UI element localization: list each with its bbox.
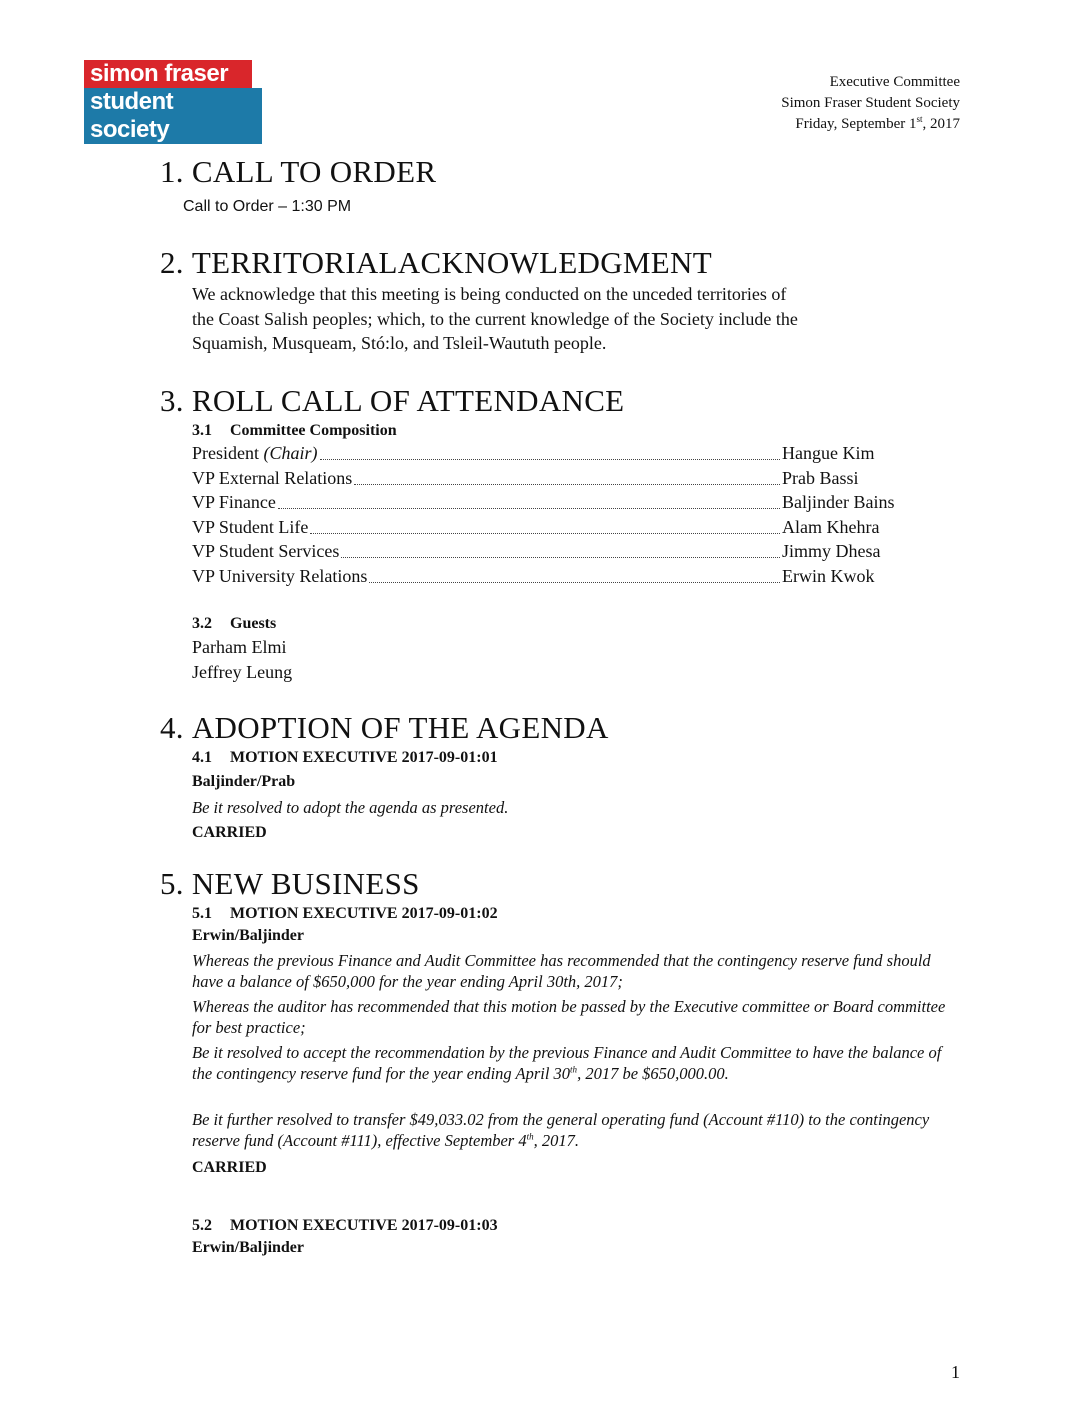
motion-movers: Erwin/Baljinder bbox=[192, 927, 305, 944]
header-committee: Executive Committee bbox=[829, 74, 960, 90]
roster-row: VP Student Life Alam Khehra bbox=[192, 517, 880, 537]
section-heading-territorial: 2. TERRITORIALACKNOWLEDGMENT bbox=[160, 245, 712, 280]
call-to-order-text: Call to Order – 1:30 PM bbox=[183, 198, 352, 215]
guest-name: Parham Elmi bbox=[192, 637, 287, 657]
motion-movers: Baljinder/Prab bbox=[192, 773, 296, 790]
motion-heading: 5.1 MOTION EXECUTIVE 2017-09-01:02 bbox=[192, 905, 498, 922]
section-heading-new-business: 5. NEW BUSINESS bbox=[160, 866, 420, 901]
header-date: Friday, September 1st, 2017 bbox=[795, 114, 960, 132]
motion-text: Be it resolved to adopt the agenda as presented. bbox=[192, 798, 509, 817]
territorial-acknowledgment-text: We acknowledge that this meeting is being conducted on the unceded territories of the Coast Salish peoples; which, to the current knowledge of the Society include the Squamish, Musqueam, Stó:lo, and Tsleil-Waututh people. bbox=[192, 284, 798, 353]
page-number: 1 bbox=[951, 1362, 960, 1382]
section-heading-roll-call: 3. ROLL CALL OF ATTENDANCE bbox=[160, 383, 625, 418]
motion-resolved-2: Be it further resolved to transfer $49,033.02 from the general operating fund (Account #110) to the contingency reserve fund (Account #111), effective September 4th, 2017. bbox=[192, 1110, 930, 1150]
roster-row: President (Chair) Hangue Kim bbox=[192, 443, 875, 463]
sfss-logo bbox=[84, 60, 262, 144]
motion-result: CARRIED bbox=[192, 824, 267, 841]
section-heading-call-to-order: 1. CALL TO ORDER bbox=[160, 154, 437, 189]
document-header bbox=[781, 72, 960, 135]
motion-resolved-1: Be it resolved to accept the recommendation by the previous Finance and Audit Committee to have the balance of the contingency reserve fund for the year ending April 30th, 2017 be $650,000.00. bbox=[192, 1043, 942, 1083]
logo-line-1: simon fraser bbox=[84, 60, 252, 88]
subheading-committee-composition: 3.1 Committee Composition bbox=[192, 422, 397, 439]
guest-name: Jeffrey Leung bbox=[192, 661, 293, 682]
roster-row: VP University Relations Erwin Kwok bbox=[192, 566, 875, 586]
section-heading-adoption-agenda: 4. ADOPTION OF THE AGENDA bbox=[160, 710, 609, 745]
guest-list bbox=[192, 635, 292, 684]
subheading-guests: 3.2 Guests bbox=[192, 615, 277, 632]
logo-line-2: student society bbox=[84, 88, 262, 144]
roster-row: VP Finance Baljinder Bains bbox=[192, 492, 895, 512]
motion-heading: 4.1 MOTION EXECUTIVE 2017-09-01:01 bbox=[192, 749, 498, 766]
motion-heading: 5.2 MOTION EXECUTIVE 2017-09-01:03 bbox=[192, 1217, 498, 1234]
motion-whereas-2: Whereas the auditor has recommended that this motion be passed by the Executive committee or Board committee for best practice; bbox=[192, 997, 946, 1037]
motion-movers: Erwin/Baljinder bbox=[192, 1239, 305, 1256]
motion-whereas-1: Whereas the previous Finance and Audit Committee has recommended that the contingency reserve fund should have a balance of $650,000 for the year ending April 30th, 2017; bbox=[192, 951, 931, 991]
header-society: Simon Fraser Student Society bbox=[781, 95, 960, 111]
motion-result: CARRIED bbox=[192, 1159, 267, 1176]
roster-row: VP Student Services Jimmy Dhesa bbox=[192, 541, 881, 561]
roster-row: VP External Relations Prab Bassi bbox=[192, 468, 859, 488]
